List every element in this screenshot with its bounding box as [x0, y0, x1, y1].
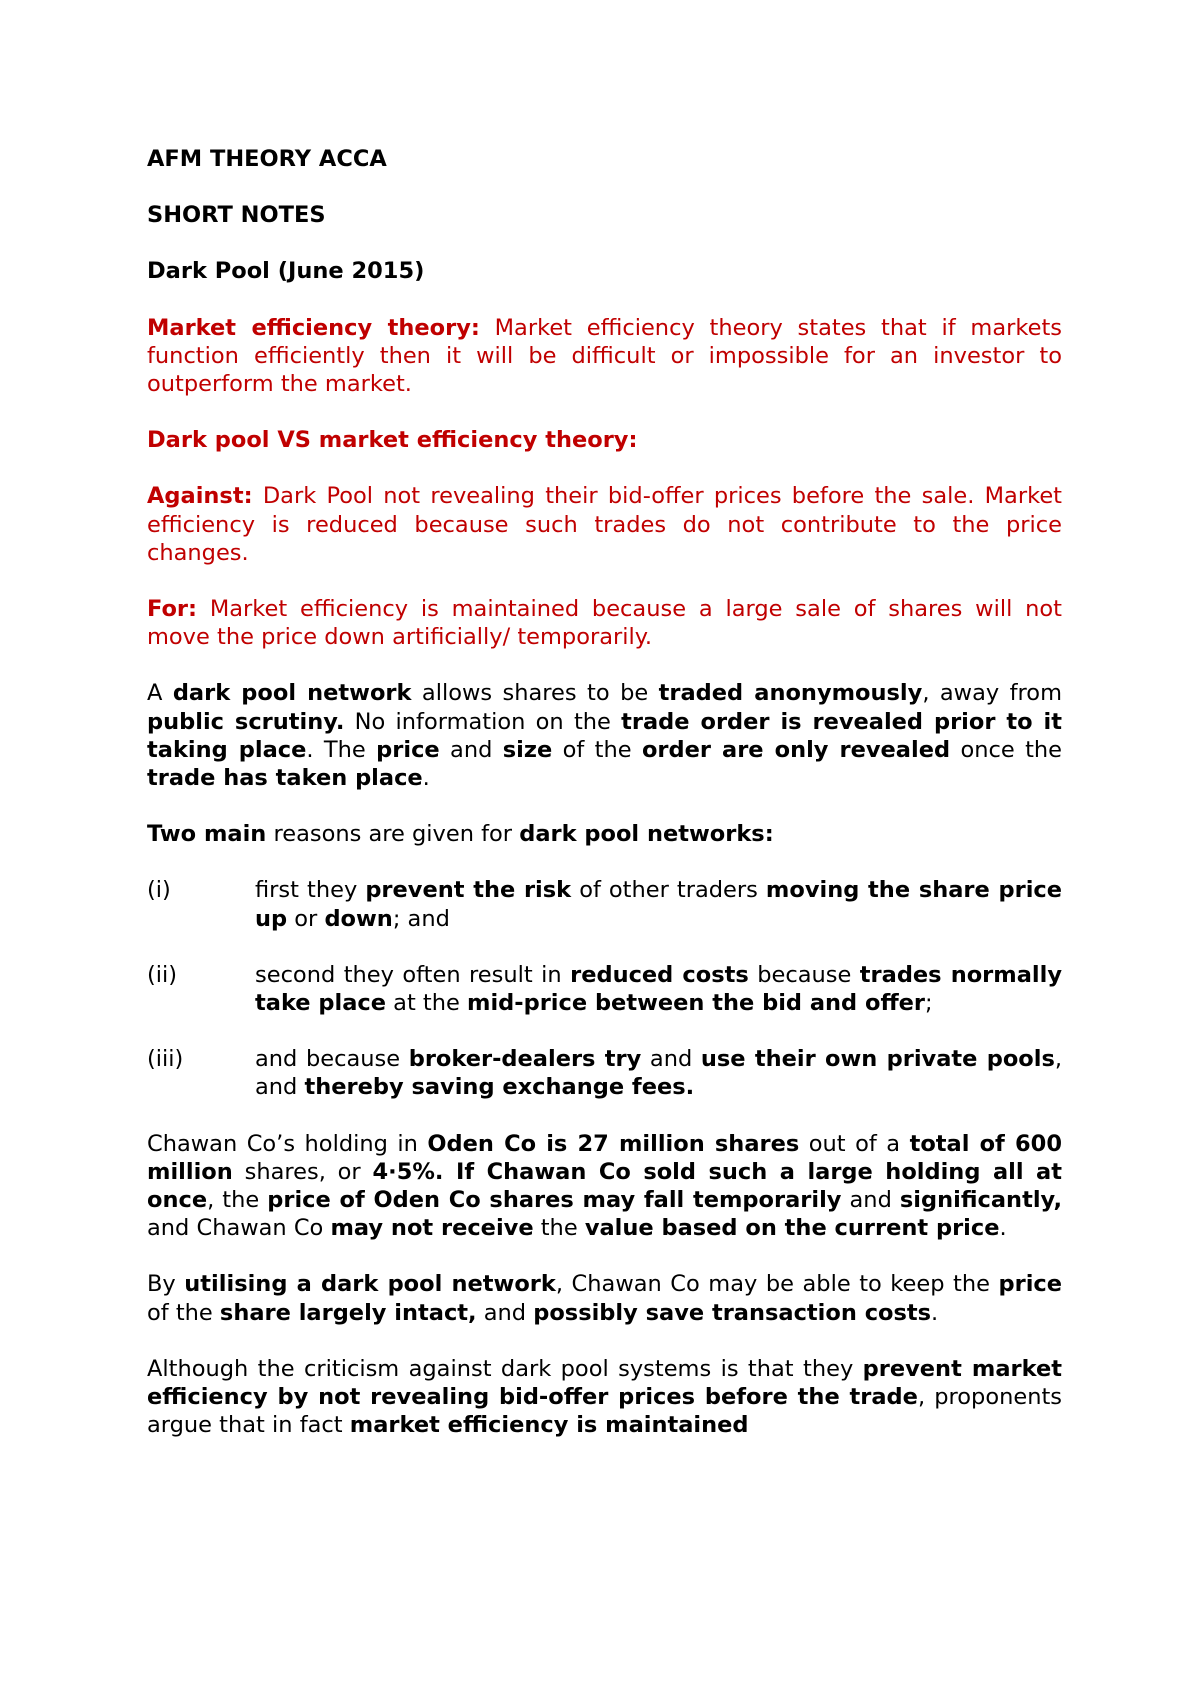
- bold-text-run: price: [376, 736, 440, 763]
- bold-text-run: trade has taken place: [147, 765, 423, 792]
- bold-text-run: price: [998, 1271, 1063, 1298]
- text-run: first they: [255, 877, 366, 904]
- bold-text-run: possibly save transaction costs: [533, 1299, 932, 1326]
- list-item-text: [255, 961, 1062, 1017]
- section-heading: Dark Pool (June 2015): [147, 258, 425, 285]
- bold-text-run: prevent the risk: [365, 877, 572, 904]
- bold-text-run: broker-dealers try: [408, 1046, 642, 1073]
- bold-text-run: dark pool networks:: [519, 821, 774, 848]
- vs-heading: Dark pool VS market efficiency theory:: [147, 427, 638, 454]
- text-run: . The: [306, 736, 377, 763]
- text-run: at the: [386, 990, 467, 1017]
- utilising-paragraph: [147, 1270, 1062, 1326]
- text-run: .: [422, 765, 430, 792]
- bold-text-run: market efficiency is maintained: [349, 1412, 749, 1439]
- bold-text-run: down: [324, 905, 393, 932]
- text-run: No information on the: [344, 708, 622, 735]
- bold-text-run: Two main: [147, 821, 267, 848]
- text-run: Chawan Co’s holding in: [147, 1130, 428, 1157]
- document-body: [147, 145, 1062, 1468]
- text-run: Although the criticism against dark pool systems is that they: [147, 1355, 863, 1382]
- list-item: [147, 876, 1062, 932]
- text-run: and: [476, 1299, 534, 1326]
- text-run: reasons are given for: [266, 821, 520, 848]
- text-run: A: [147, 680, 173, 707]
- bold-text-run: 4·5%. If Chawan Co sold such a large holding all at once: [147, 1158, 1062, 1214]
- text-run: .: [999, 1215, 1007, 1242]
- text-run: the: [533, 1215, 585, 1242]
- text-run: and: [439, 736, 503, 763]
- bold-text-run: price of Oden Co shares may fall temporarily: [267, 1187, 842, 1214]
- bold-text-run: mid-price between the bid and offer: [467, 990, 926, 1017]
- bold-text-run: For:: [147, 596, 198, 623]
- list-item: [147, 1045, 1062, 1101]
- bold-text-run: trade order is revealed prior to it taking place: [147, 708, 1063, 763]
- text-run: and: [641, 1046, 701, 1073]
- list-item-text: [255, 1045, 1062, 1101]
- bold-text-run: may not receive: [330, 1215, 534, 1242]
- text-run: ; and: [392, 905, 450, 932]
- against-paragraph: [147, 482, 1062, 567]
- text-run: , proponents argue that in fact: [147, 1384, 1062, 1439]
- list-number: (ii): [147, 961, 178, 988]
- bold-text-run: moving the share price up: [255, 877, 1063, 932]
- text-run: once the: [950, 736, 1062, 763]
- bold-text-run: public scrutiny.: [147, 708, 345, 735]
- list-item: [147, 961, 1062, 1017]
- text-run: or: [287, 905, 325, 932]
- text-run: of the: [147, 1299, 220, 1326]
- bold-text-run: value based on the current price: [584, 1215, 1000, 1242]
- text-run: , Chawan Co may be able to keep the: [555, 1271, 999, 1298]
- text-run: shares, or: [232, 1158, 373, 1185]
- bold-text-run: dark pool network: [172, 680, 412, 707]
- market-efficiency-paragraph: [147, 314, 1062, 399]
- bold-text-run: traded anonymously: [658, 680, 923, 707]
- doc-title: AFM THEORY ACCA: [147, 146, 387, 172]
- text-run: , and: [255, 1046, 1062, 1101]
- text-run: , away from: [922, 680, 1062, 707]
- text-run: , the: [207, 1187, 268, 1214]
- bold-text-run: trades normally take place: [255, 961, 1062, 1017]
- text-run: and Chawan Co: [147, 1215, 331, 1242]
- text-run: allows shares to be: [411, 680, 659, 707]
- text-run: of other traders: [571, 877, 766, 904]
- text-run: second they often result in: [255, 961, 571, 988]
- bold-text-run: share largely intact,: [219, 1299, 477, 1326]
- text-run: of the: [552, 736, 642, 763]
- although-paragraph: [147, 1355, 1062, 1440]
- text-run: Market efficiency theory states that if markets function efficiently then it will be difficult or impossible for an investor to outperform the market.: [147, 314, 1062, 398]
- for-paragraph: [147, 595, 1062, 651]
- reasons-intro: [147, 820, 1062, 848]
- dark-pool-network-paragraph: [147, 679, 1062, 792]
- bold-text-run: reduced costs: [570, 961, 749, 988]
- bold-text-run: prevent market efficiency by not revealing bid-offer prices before the trade: [147, 1355, 1062, 1411]
- bold-text-run: total of 600 million: [147, 1130, 1062, 1185]
- reasons-list: [147, 876, 1062, 1101]
- text-run: By: [147, 1271, 185, 1298]
- text-run: and: [841, 1187, 900, 1214]
- text-run: because: [748, 961, 860, 988]
- bold-text-run: order are only revealed: [641, 736, 951, 763]
- list-number: (i): [147, 877, 171, 904]
- chawan-paragraph: [147, 1130, 1062, 1243]
- bold-text-run: Market efficiency theory:: [147, 314, 480, 341]
- bold-text-run: Oden Co is 27 million shares: [427, 1130, 800, 1157]
- bold-text-run: significantly,: [899, 1187, 1062, 1214]
- bold-text-run: size: [502, 736, 553, 763]
- bold-text-run: Against:: [147, 483, 253, 510]
- bold-text-run: utilising a dark pool network: [184, 1271, 556, 1298]
- bold-text-run: thereby saving exchange fees.: [304, 1074, 695, 1101]
- text-run: out of a: [799, 1130, 910, 1157]
- text-run: Market efficiency is maintained because a large sale of shares will not move the price down artificially/ temporarily.: [147, 596, 1062, 651]
- text-run: .: [931, 1299, 939, 1326]
- doc-subtitle: SHORT NOTES: [147, 202, 326, 229]
- text-run: ;: [925, 990, 933, 1017]
- text-run: Dark Pool not revealing their bid-offer prices before the sale. Market efficiency is reduced because such trades do not contribute to the price changes.: [147, 483, 1062, 566]
- text-run: and because: [255, 1046, 409, 1073]
- list-number: (iii): [147, 1046, 184, 1073]
- bold-text-run: use their own private pools: [700, 1046, 1055, 1073]
- list-item-text: [255, 876, 1062, 932]
